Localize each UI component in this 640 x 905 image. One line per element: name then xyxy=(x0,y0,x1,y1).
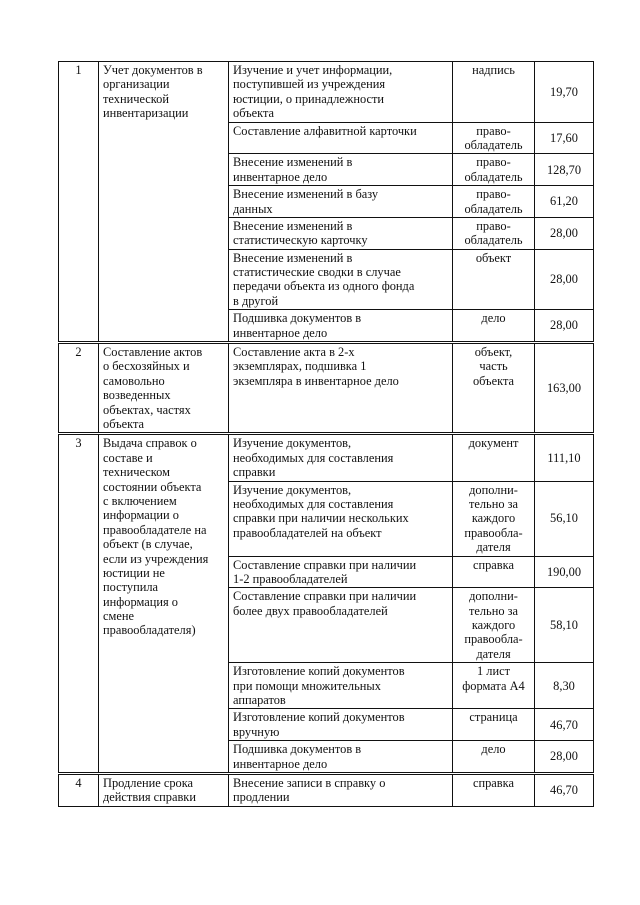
unit-of-measure: дополни- тельно за каждого правообла- дателя xyxy=(453,481,535,556)
work-description: Изучение документов, необходимых для составления справки при наличии нескольких правообладателей на объект xyxy=(229,481,453,556)
price-value: 28,00 xyxy=(535,310,594,343)
price-value: 17,60 xyxy=(535,122,594,154)
work-description: Изготовление копий документов вручную xyxy=(229,709,453,741)
work-description: Изучение документов, необходимых для составления справки xyxy=(229,434,453,481)
unit-of-measure: дело xyxy=(453,741,535,774)
unit-of-measure: право- обладатель xyxy=(453,186,535,218)
price-value: 61,20 xyxy=(535,186,594,218)
item-number: 2 xyxy=(59,343,99,434)
work-description: Составление справки при наличии более двух правообладателей xyxy=(229,588,453,663)
tariff-table xyxy=(58,61,594,807)
unit-of-measure: страница xyxy=(453,709,535,741)
table-row xyxy=(59,62,594,123)
price-value: 19,70 xyxy=(535,62,594,123)
unit-of-measure: объект, часть объекта xyxy=(453,343,535,434)
table-row xyxy=(59,343,594,434)
unit-of-measure: право- обладатель xyxy=(453,122,535,154)
service-name: Учет документов в организации технической инвентаризации xyxy=(99,62,229,343)
price-value: 56,10 xyxy=(535,481,594,556)
unit-of-measure: право- обладатель xyxy=(453,154,535,186)
work-description: Изучение и учет информации, поступившей из учреждения юстиции, о принадлежности объекта xyxy=(229,62,453,123)
unit-of-measure: 1 лист формата А4 xyxy=(453,663,535,709)
work-description: Внесение изменений в базу данных xyxy=(229,186,453,218)
service-name: Выдача справок о составе и техническом состоянии объекта с включением информации о правообладателе на объект (в случае, если из учреждения юстиции не поступила информация о смене правообладателя) xyxy=(99,434,229,774)
work-description: Внесение записи в справку о продлении xyxy=(229,773,453,806)
table-row xyxy=(59,434,594,481)
work-description: Составление справки при наличии 1-2 правообладателей xyxy=(229,556,453,588)
service-name: Продление срока действия справки xyxy=(99,773,229,806)
item-number: 3 xyxy=(59,434,99,774)
unit-of-measure: документ xyxy=(453,434,535,481)
work-description: Внесение изменений в статистическую карточку xyxy=(229,217,453,249)
tariff-table-body xyxy=(59,62,594,807)
work-description: Внесение изменений в инвентарное дело xyxy=(229,154,453,186)
work-description: Внесение изменений в статистические сводки в случае передачи объекта из одного фонда в другой xyxy=(229,249,453,310)
work-description: Подшивка документов в инвентарное дело xyxy=(229,310,453,343)
table-row xyxy=(59,773,594,806)
price-value: 28,00 xyxy=(535,249,594,310)
unit-of-measure: право- обладатель xyxy=(453,217,535,249)
price-value: 111,10 xyxy=(535,434,594,481)
unit-of-measure: дело xyxy=(453,310,535,343)
price-value: 46,70 xyxy=(535,709,594,741)
service-name: Составление актов о бесхозяйных и самовольно возведенных объектах, частях объекта xyxy=(99,343,229,434)
work-description: Изготовление копий документов при помощи множительных аппаратов xyxy=(229,663,453,709)
unit-of-measure: надпись xyxy=(453,62,535,123)
work-description: Составление алфавитной карточки xyxy=(229,122,453,154)
price-value: 190,00 xyxy=(535,556,594,588)
work-description: Составление акта в 2-х экземплярах, подшивка 1 экземпляра в инвентарное дело xyxy=(229,343,453,434)
price-value: 163,00 xyxy=(535,343,594,434)
unit-of-measure: объект xyxy=(453,249,535,310)
price-value: 28,00 xyxy=(535,741,594,774)
item-number: 4 xyxy=(59,773,99,806)
unit-of-measure: дополни- тельно за каждого правообла- дателя xyxy=(453,588,535,663)
unit-of-measure: справка xyxy=(453,556,535,588)
price-value: 58,10 xyxy=(535,588,594,663)
price-value: 46,70 xyxy=(535,773,594,806)
price-value: 8,30 xyxy=(535,663,594,709)
price-value: 128,70 xyxy=(535,154,594,186)
unit-of-measure: справка xyxy=(453,773,535,806)
price-value: 28,00 xyxy=(535,217,594,249)
work-description: Подшивка документов в инвентарное дело xyxy=(229,741,453,774)
item-number: 1 xyxy=(59,62,99,343)
